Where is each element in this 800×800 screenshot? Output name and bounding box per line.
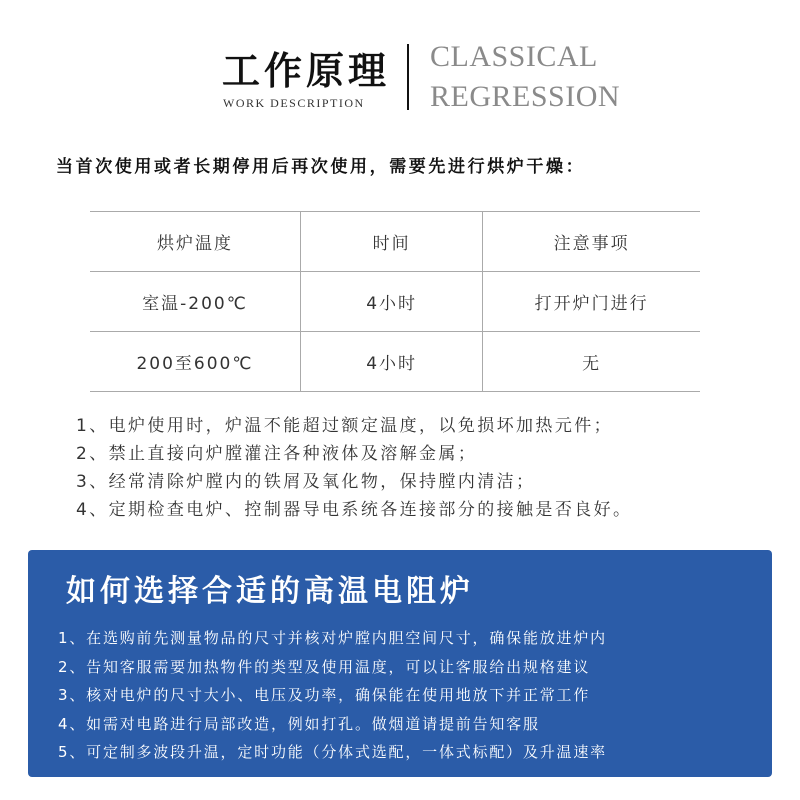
usage-notes: [76, 412, 632, 524]
panel-title: 如何选择合适的高温电阻炉: [66, 574, 474, 609]
list-item: 3、核对电炉的尺寸大小、电压及功率，确保能在使用地放下并正常工作: [58, 686, 591, 704]
list-item: 3、经常清除炉膛内的铁屑及氧化物，保持膛内清洁；: [76, 472, 536, 492]
page-subtitle: WORK DESCRIPTION: [223, 96, 365, 110]
selection-guide-panel: [28, 550, 772, 777]
table-row: [90, 332, 700, 392]
list-item: 5、可定制多波段升温，定时功能（分体式选配，一体式标配）及升温速率: [58, 743, 607, 761]
list-item: 2、告知客服需要加热物件的类型及使用温度，可以让客服给出规格建议: [58, 657, 591, 676]
selection-guide-list: [58, 624, 607, 767]
page-title: 工作原理: [222, 49, 391, 93]
table-cell: 200至600℃: [90, 332, 300, 392]
table-cell: 打开炉门进行: [483, 272, 700, 332]
list-item: 2、禁止直接向炉膛灌注各种液体及溶解金属；: [76, 444, 478, 464]
header: [0, 0, 800, 130]
english-heading-line-1: CLASSICAL: [430, 40, 598, 73]
bake-table: [90, 211, 700, 392]
list-item: 1、电炉使用时，炉温不能超过额定温度，以免损坏加热元件；: [76, 416, 614, 436]
table-header-cell: 时间: [300, 212, 482, 272]
list-item: 4、定期检查电炉、控制器导电系统各连接部分的接触是否良好。: [76, 500, 633, 520]
table-cell: 4小时: [300, 272, 482, 332]
title-divider: [407, 44, 409, 110]
table-header-cell: 注意事项: [483, 212, 700, 272]
table-cell: 4小时: [300, 332, 482, 392]
table-header-cell: 烘炉温度: [90, 212, 300, 272]
list-item: 4、如需对电路进行局部改造，例如打孔。做烟道请提前告知客服: [58, 714, 540, 733]
english-heading-line-2: REGRESSION: [430, 80, 621, 113]
list-item: 1、在选购前先测量物品的尺寸并核对炉膛内胆空间尺寸，确保能放进炉内: [58, 629, 607, 647]
table-cell: 无: [483, 332, 700, 392]
table-row: [90, 272, 700, 332]
table-header-row: [90, 212, 700, 272]
table-cell: 室温-200℃: [90, 272, 300, 332]
intro-text: 当首次使用或者长期停用后再次使用，需要先进行烘炉干燥：: [56, 157, 586, 177]
